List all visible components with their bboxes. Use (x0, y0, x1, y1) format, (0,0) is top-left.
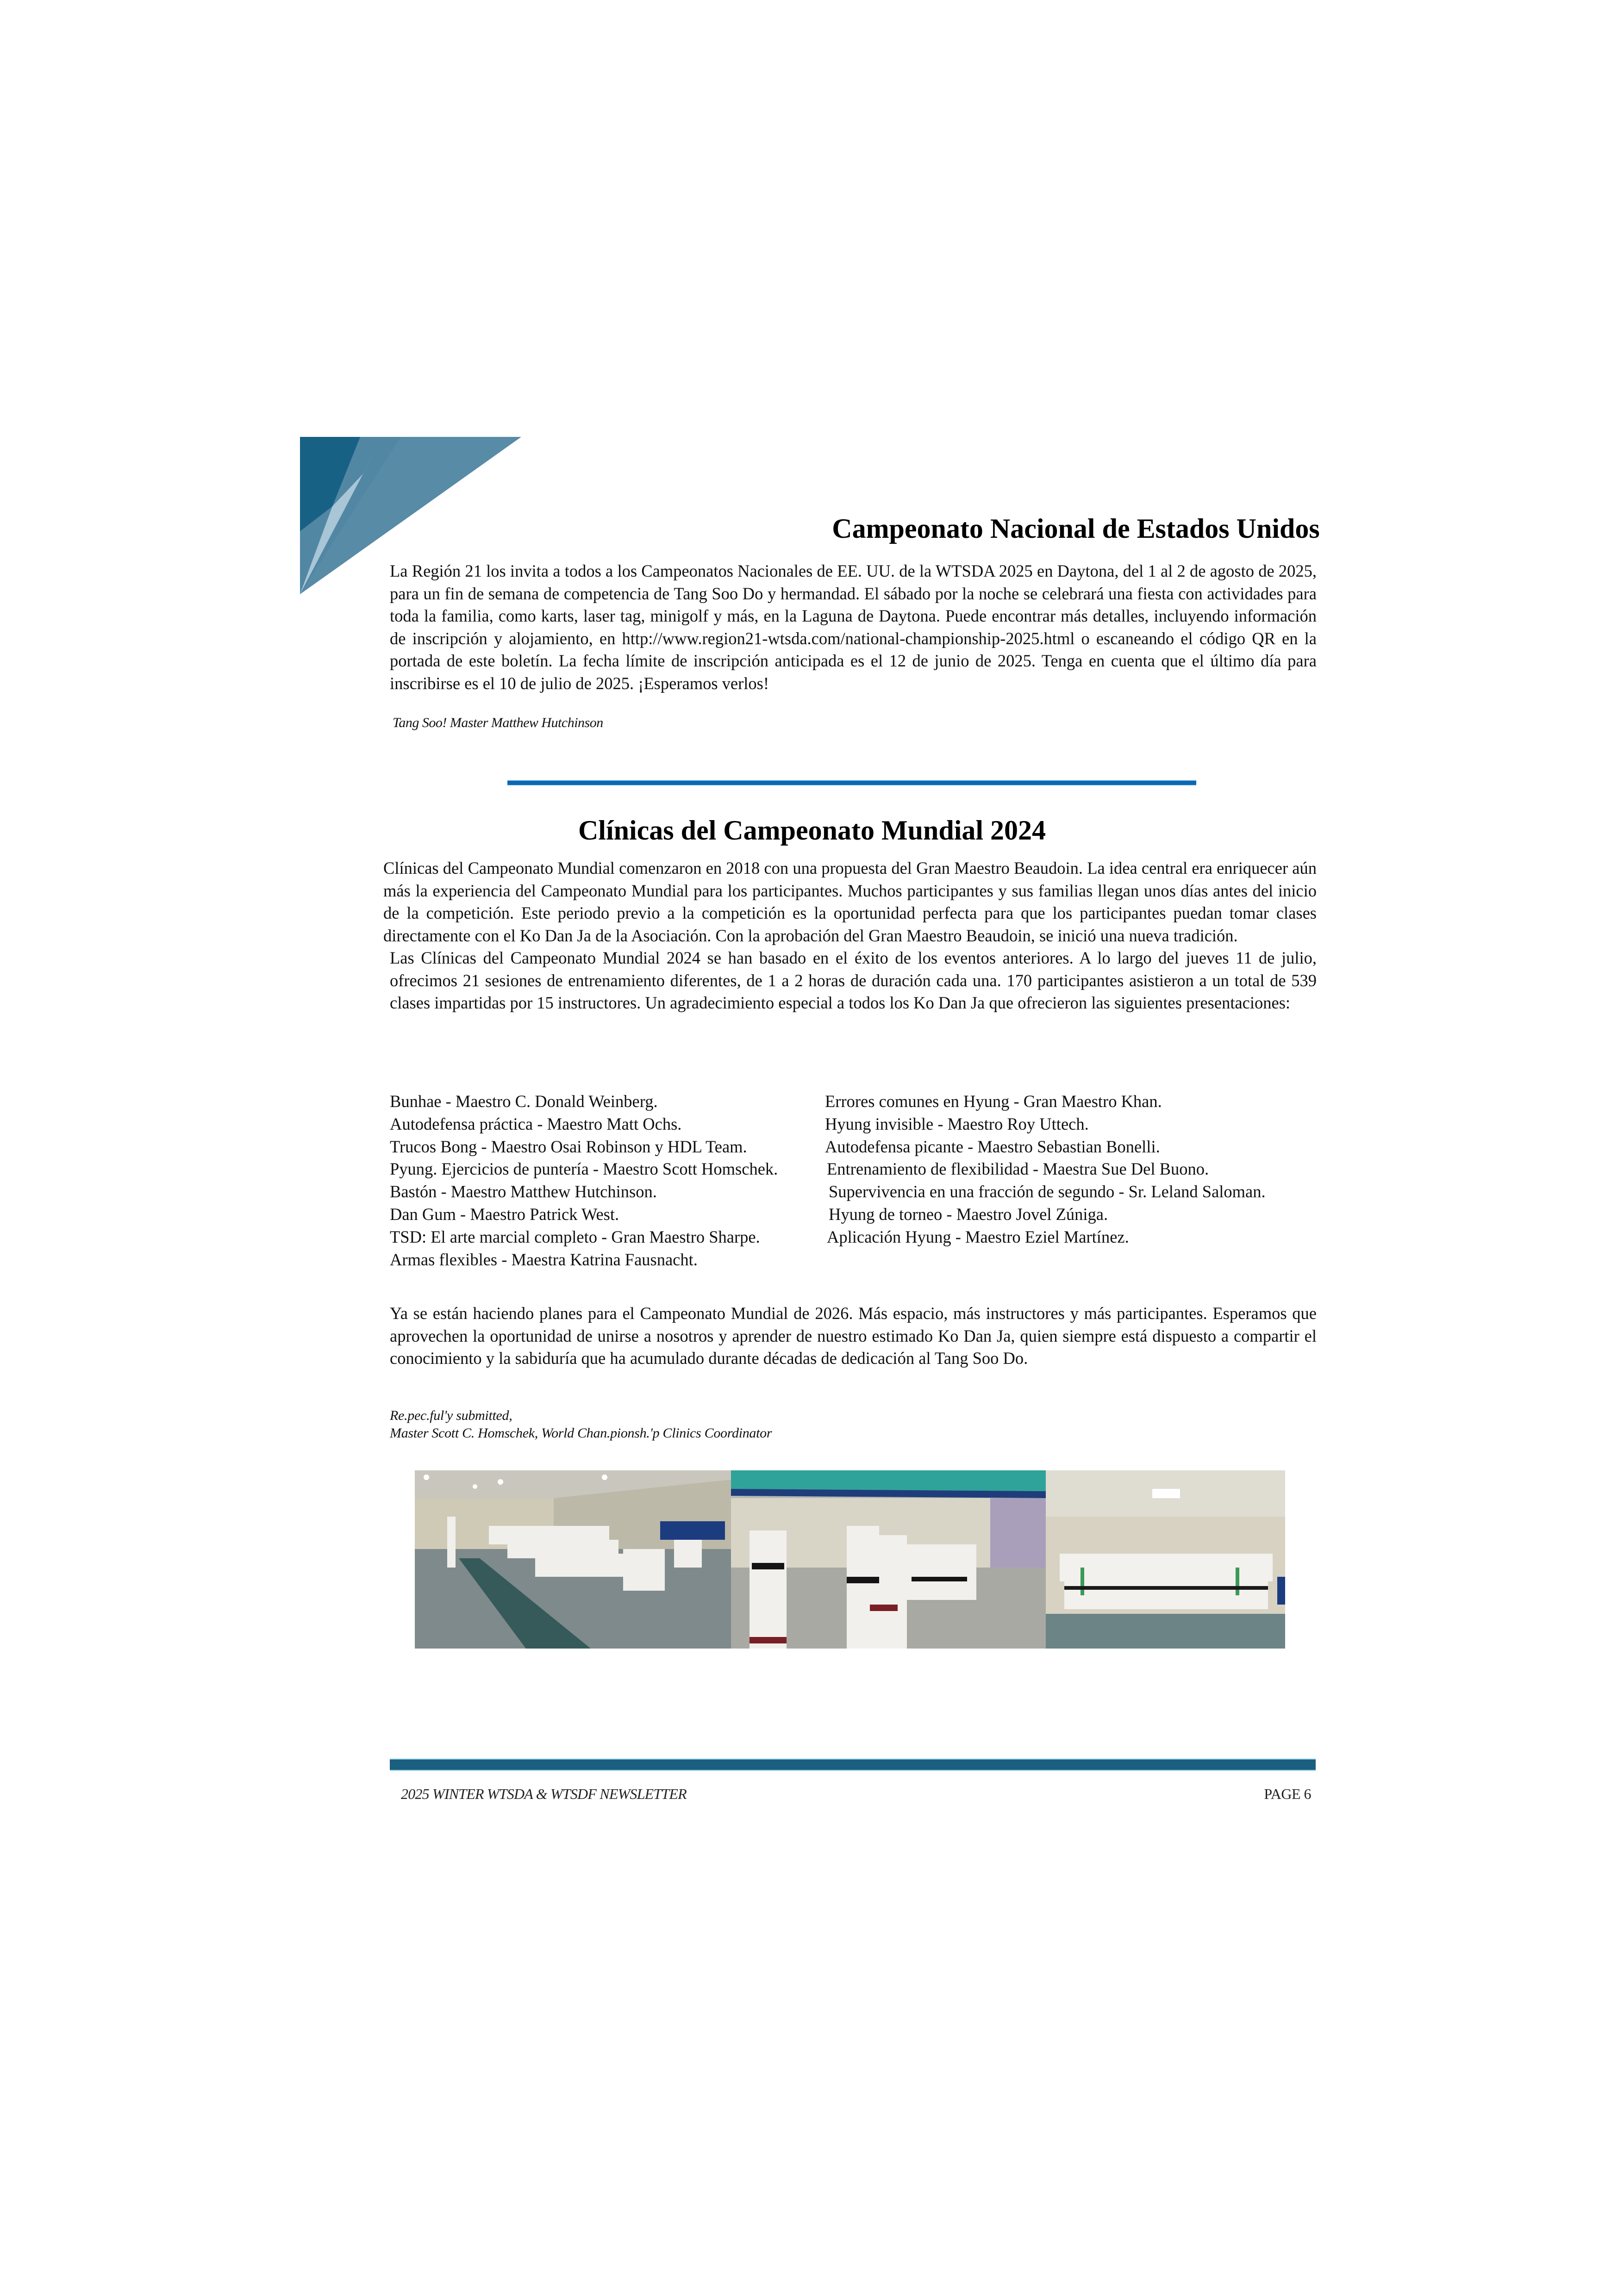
section-title-clinics: Clínicas del Campeonato Mundial 2024 (578, 815, 1046, 846)
presentation-item: Trucos Bong - Maestro Osai Robinson y HDL Team. (390, 1137, 747, 1156)
photo-strip (415, 1470, 1285, 1649)
presentations-list-right (825, 1090, 1266, 1249)
presentation-item: Supervivencia en una fracción de segundo - Sr. Leland Saloman. (829, 1182, 1266, 1201)
presentation-item: Bastón - Maestro Matthew Hutchinson. (390, 1182, 657, 1201)
signature-line-1: Re.pec.ful'y submitted, (390, 1408, 512, 1423)
presentation-item: Bunhae - Maestro C. Donald Weinberg. (390, 1092, 658, 1111)
national-body: La Región 21 los invita a todos a los Campeonatos Nacionales de EE. UU. de la WTSDA 2025 en Daytona, del 1 al 2 de agosto de 2025, para un fin de semana de competencia de Tang Soo Do y hermandad. El sábado por la noche se celebrará una fiesta con actividades para toda la familia, como karts, laser tag, minigolf y más, en la Laguna de Daytona. Puede encontrar más detalles, incluyendo información de inscripción y alojamiento, en http://www.region21-wtsda.com/national-championship-2025.html o escaneando el código QR en la portada de este boletín. La fecha límite de inscripción anticipada es el 12 de junio de 2025. Tenga en cuenta que el último día para inscribirse es el 10 de julio de 2025. ¡Esperamos verlos! (390, 561, 1317, 693)
photo-instructor-demo (731, 1470, 1046, 1649)
presentation-item: Pyung. Ejercicios de puntería - Maestro Scott Homschek. (390, 1159, 778, 1179)
presentations-list-left (390, 1090, 778, 1271)
clinics-intro (383, 857, 1317, 1014)
clinics-intro-paragraph-1: Clínicas del Campeonato Mundial comenzaron en 2018 con una propuesta del Gran Maestro Beaudoin. La idea central era enriquecer aún más la experiencia del Campeonato Mundial para los participantes. Muchos participantes y sus familias llegan unos días antes del inicio de la competición. Este periodo previo a la competición es la oportunidad perfecta para que los participantes puedan tomar clases directamente con el Ko Dan Ja de la Asociación. Con la aprobación del Gran Maestro Beaudoin, se inició una nueva tradición. (383, 859, 1317, 945)
clinics-closing: Ya se están haciendo planes para el Campeonato Mundial de 2026. Más espacio, más instructores y más participantes. Esperamos que aprovechen la oportunidad de unirse a nosotros y aprender de nuestro estimado Ko Dan Ja, quien siempre está dispuesto a compartir el conocimiento y la sabiduría que ha acumulado durante décadas de dedicación al Tang Soo Do. (390, 1304, 1317, 1368)
presentation-item: Autodefensa práctica - Maestro Matt Ochs. (390, 1114, 682, 1133)
presentation-item: Hyung invisible - Maestro Roy Uttech. (825, 1114, 1089, 1133)
signature-line-2: Master Scott C. Homschek, World Chan.pionsh.'p Clinics Coordinator (390, 1425, 772, 1441)
photo-clinic-class (415, 1470, 731, 1649)
section-divider (507, 780, 1196, 785)
section-title-national: Campeonato Nacional de Estados Unidos (832, 513, 1320, 544)
presentation-item: Errores comunes en Hyung - Gran Maestro Khan. (825, 1092, 1162, 1111)
footer-newsletter-title: 2025 WINTER WTSDA & WTSDF NEWSLETTER (401, 1786, 687, 1802)
presentation-item: Autodefensa picante - Maestro Sebastian Bonelli. (825, 1137, 1160, 1156)
presentation-item: Armas flexibles - Maestra Katrina Fausnacht. (390, 1250, 698, 1269)
presentation-item: Dan Gum - Maestro Patrick West. (390, 1204, 619, 1224)
photo-group (1046, 1470, 1285, 1649)
footer-rule (390, 1759, 1316, 1771)
presentation-item: TSD: El arte marcial completo - Gran Maestro Sharpe. (390, 1227, 760, 1246)
presentation-item: Aplicación Hyung - Maestro Eziel Martínez. (827, 1227, 1129, 1246)
clinics-signature (390, 1407, 772, 1442)
clinics-intro-paragraph-2: Las Clínicas del Campeonato Mundial 2024 se han basado en el éxito de los eventos anteriores. A lo largo del jueves 11 de julio, ofrecimos 21 sesiones de entrenamiento diferentes, de 1 a 2 horas de duración cada una. 170 participantes asistieron a un total de 539 clases impartidas por 15 instructores. Un agradecimiento especial a todos los Ko Dan Ja que ofrecieron las siguientes presentaciones: (390, 948, 1317, 1012)
presentation-item: Hyung de torneo - Maestro Jovel Zúniga. (829, 1204, 1108, 1224)
footer-page-number: PAGE 6 (1264, 1786, 1311, 1802)
presentation-item: Entrenamiento de flexibilidad - Maestra Sue Del Buono. (827, 1159, 1209, 1179)
national-signature: Tang Soo! Master Matthew Hutchinson (393, 715, 603, 730)
